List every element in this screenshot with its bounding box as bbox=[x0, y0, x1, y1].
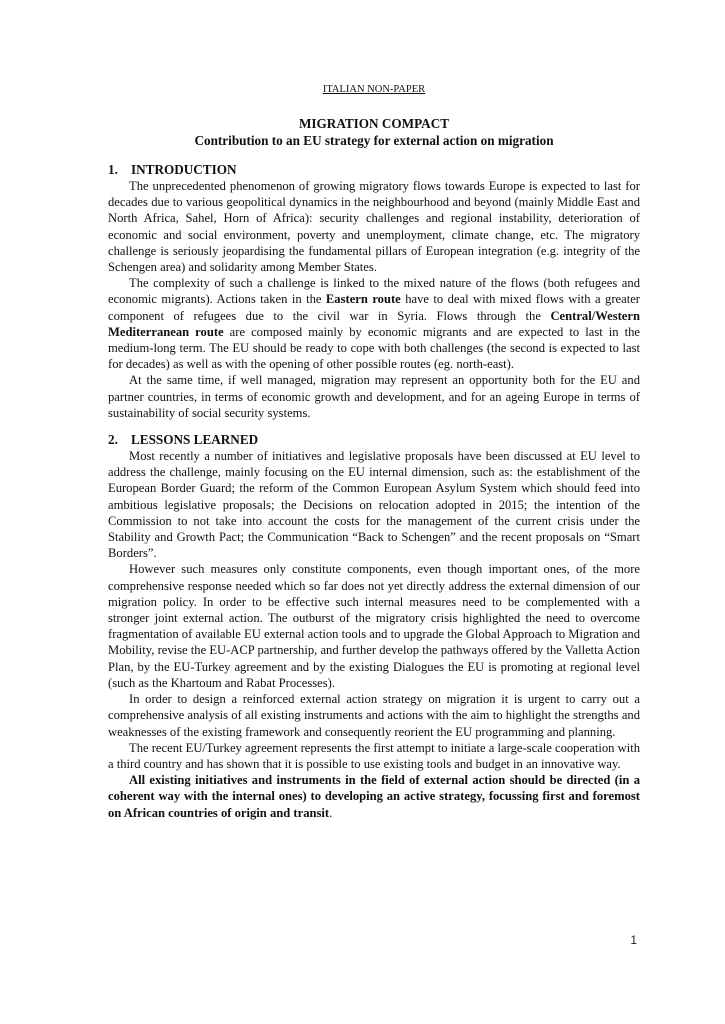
paragraph-text: However such measures only constitute components, even though important ones, of the more comprehensive response needed which so far does not yet directly address the external dimension of our migration policy. In order to be effective such internal measures need to be complemented with a stronger joint external action. The outburst of the migratory crisis highlighted the need to overcome fragmentation of available EU external action tools and to upgrade the Global Approach to Migration and Mobility, revise the EU-ACP partnership, and further develop the pathways offered by the Valletta Action Plan, by the EU-Turkey agreement and by the existing Dialogues the EU is promoting at regional level (such as the Khartoum and Rabat Processes). bbox=[108, 562, 640, 690]
paragraph bbox=[108, 275, 640, 372]
paragraph-text: are composed mainly by economic migrants and are expected to last in the medium-long term. The EU should be ready to cope with both challenges (the second is expected to last for decades) as well as with the opening of other possible routes (eg. north-east). bbox=[108, 324, 640, 372]
section-introduction bbox=[108, 161, 640, 421]
paragraph bbox=[108, 691, 640, 740]
section-heading bbox=[108, 431, 640, 448]
paragraph bbox=[108, 372, 640, 421]
document-title: MIGRATION COMPACT bbox=[298, 116, 450, 131]
paragraph-text: In order to design a reinforced external action strategy on migration it is urgent to carry out a comprehensive analysis of all existing instruments and actions with the aim to highlight the strengths and weaknesses of the existing framework and consequently reorient the EU programming and planning. bbox=[108, 692, 640, 739]
bold-term: Central/Western Mediterranean route bbox=[108, 308, 640, 339]
paragraph-text: have to deal with mixed flows with a greater component of refugees due to the civil war in Syria. Flows through the bbox=[108, 292, 640, 323]
paragraph bbox=[108, 178, 640, 275]
paragraph-text: The unprecedented phenomenon of growing migratory flows towards Europe is expected to last for decades due to various geopolitical dynamics in the neighbourhood and beyond (mainly Middle East and North Africa, Sahel, Horn of Africa): security challenges and regional instability, deterioration of economic and social environment, poverty and unemployment, climate change, etc. The migratory challenge is seriously jeopardising the fundamental pillars of European integration (e.g. integrity of the Schengen area) and solidarity among Member States. bbox=[108, 179, 640, 275]
document-subtitle: Contribution to an EU strategy for external action on migration bbox=[194, 133, 554, 148]
section-number: 1. bbox=[108, 162, 118, 177]
section-title: LESSONS LEARNED bbox=[131, 432, 259, 448]
document-page bbox=[108, 84, 640, 831]
paragraph-text: The complexity of such a challenge is linked to the mixed nature of the flows (both refugees and economic migrants). Actions taken in the bbox=[108, 276, 640, 307]
section-number: 2. bbox=[108, 432, 118, 448]
paragraph bbox=[108, 740, 640, 772]
paragraph bbox=[108, 772, 640, 821]
paragraph bbox=[108, 448, 640, 561]
paragraph-text: At the same time, if well managed, migration may represent an opportunity both for the EU and partner countries, in terms of economic growth and development, and for an ageing Europe in terms of sustainability of social security systems. bbox=[108, 373, 640, 420]
section-lessons-learned bbox=[108, 431, 640, 821]
paragraph bbox=[108, 561, 640, 691]
document-label: ITALIAN NON-PAPER bbox=[322, 84, 426, 95]
paragraph-text: The recent EU/Turkey agreement represents the first attempt to initiate a large-scale cooperation with a third country and has shown that it is possible to use existing tools and budget in an innovative way. bbox=[108, 740, 640, 771]
section-heading bbox=[108, 161, 640, 178]
section-title: INTRODUCTION bbox=[131, 162, 237, 177]
paragraph-text: . bbox=[329, 805, 333, 820]
bold-term: Eastern route bbox=[325, 292, 401, 307]
page-number: 1 bbox=[630, 933, 637, 947]
paragraph-text: Most recently a number of initiatives and legislative proposals have been discussed at EU level to address the challenge, mainly focusing on the EU internal dimension, such as: the establishment of the European Border Guard; the reform of the Common European Asylum System which should feed into ambitious legislative proposals; the Decisions on relocation adopted in 2015; the intention of the Commission to not take into account the costs for the management of the current crisis under the Stability and Growth Pact; the Communication “Back to Schengen” and the recent proposals on “Smart Borders”. bbox=[108, 449, 640, 561]
bold-statement: All existing initiatives and instruments in the field of external action should be directed (in a coherent way with the internal ones) to developing an active strategy, focussing first and foremost on African countries of origin and transit bbox=[108, 773, 640, 820]
